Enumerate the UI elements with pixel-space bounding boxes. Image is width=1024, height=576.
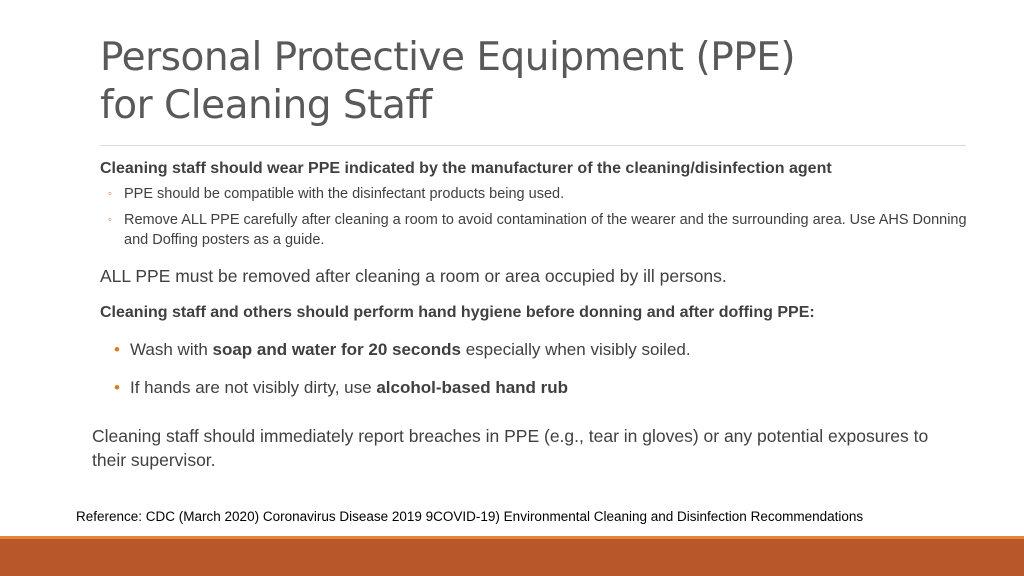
hygiene-bullet-item bbox=[100, 376, 970, 400]
title-line-1: Personal Protective Equipment (PPE) bbox=[100, 35, 796, 80]
sub-item-text: PPE should be compatible with the disinfectant products being used. bbox=[124, 186, 565, 202]
orange-bullet-icon: • bbox=[114, 378, 120, 397]
sub-list-item bbox=[100, 184, 970, 204]
title-line-2: for Cleaning Staff bbox=[100, 83, 432, 128]
report-note: Cleaning staff should immediately report breaches in PPE (e.g., tear in gloves) or any potential exposures to their supervisor. bbox=[92, 426, 929, 470]
hollow-circle-bullet-icon: ◦ bbox=[108, 214, 112, 226]
bullet-prefix: If hands are not visibly dirty, use bbox=[130, 378, 377, 397]
bullet-suffix: especially when visibly soiled. bbox=[460, 340, 691, 359]
intro-heading: Cleaning staff should wear PPE indicated by the manufacturer of the cleaning/disinfection agent bbox=[100, 160, 832, 177]
hygiene-bullet-list bbox=[100, 338, 970, 400]
orange-bullet-icon: • bbox=[114, 340, 120, 359]
slide-title bbox=[100, 34, 960, 130]
bullet-prefix: Wash with bbox=[130, 340, 213, 359]
footer-band bbox=[0, 536, 1024, 576]
hollow-circle-bullet-icon: ◦ bbox=[108, 188, 112, 200]
hygiene-bullet-item bbox=[100, 338, 970, 362]
sub-item-text: Remove ALL PPE carefully after cleaning a room to avoid contamination of the wearer and the surrounding area. Use AHS Donning and Doffing posters as a guide. bbox=[124, 212, 967, 248]
sub-list bbox=[100, 184, 970, 250]
removal-note: ALL PPE must be removed after cleaning a room or area occupied by ill persons. bbox=[100, 266, 727, 286]
bullet-emphasis: alcohol-based hand rub bbox=[376, 378, 569, 397]
sub-list-item bbox=[100, 210, 970, 250]
title-divider bbox=[100, 145, 966, 146]
hygiene-heading: Cleaning staff and others should perform hand hygiene before donning and after doffing PPE: bbox=[100, 304, 815, 321]
slide-body bbox=[100, 158, 970, 400]
reference-citation: Reference: CDC (March 2020) Coronavirus Disease 2019 9COVID-19) Environmental Cleaning and Disinfection Recommendations bbox=[76, 509, 864, 524]
bullet-emphasis: soap and water for 20 seconds bbox=[212, 340, 461, 359]
